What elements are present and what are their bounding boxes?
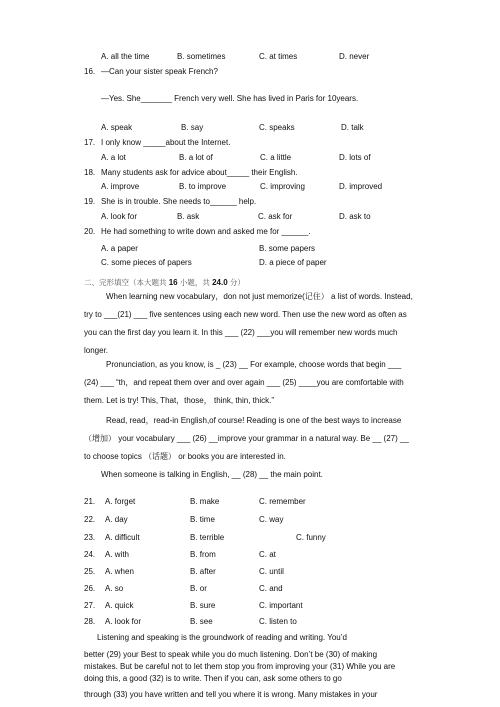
q19-option-d: D. ask to <box>339 212 371 221</box>
passage-paragraph-2 <box>84 356 414 410</box>
passage2-line-3: mistakes. But be careful not to let them stop you from improving your (31) While you are <box>84 662 396 671</box>
cloze-28-option-b: B. see <box>190 617 213 626</box>
q19-number: 19. <box>84 197 96 206</box>
q17-option-c: C. a little <box>260 153 292 162</box>
cloze-22-number: 22. <box>84 515 96 524</box>
q20-option-c: C. some pieces of papers <box>101 258 192 267</box>
q16-option-a: A. speak <box>101 123 133 132</box>
passage2-line-1: Listening and speaking is the groundwork of reading and writing. You’d <box>97 633 347 642</box>
section-heading-suffix: 分） <box>229 278 245 287</box>
cloze-26-option-c: C. and <box>259 584 283 593</box>
passage-paragraph-3 <box>84 412 414 466</box>
q16-line1: —Can your sister speak French? <box>101 67 218 76</box>
passage-paragraph-2-text: Pronunciation, as you know, is _ (23) __ For example, choose words that begin ___ (24) ___ “th，and repeat them over and over again ___ (25) ____you are comfortable with them. Let is try! This, That，those， think, thin, thick.” <box>84 360 404 405</box>
q18-option-a: A. improve <box>101 182 140 191</box>
q16-line2: —Yes. She_______ French very well. She has lived in Paris for 10years. <box>101 94 359 103</box>
cloze-28-option-a: A. look for <box>105 617 142 626</box>
passage-paragraph-1 <box>84 288 414 360</box>
q18-option-b: B. to improve <box>179 182 227 191</box>
passage2-line-2: better (29) your Best to speak while you do much listening. Don’t be (30) of making <box>84 650 378 659</box>
section-heading-mid: 小题，共 <box>179 278 210 287</box>
cloze-22-option-c: C. way <box>259 515 284 524</box>
q20-option-d: D. a piece of paper <box>259 258 327 267</box>
cloze-25-option-a: A. when <box>105 567 134 576</box>
q19-text: She is in trouble. She needs to______ help. <box>101 197 257 206</box>
cloze-27-option-c: C. important <box>259 601 303 610</box>
section-score: 24.0 <box>212 278 228 287</box>
q18-option-c: C. improving <box>260 182 305 191</box>
q16-option-d: D. talk <box>341 123 364 132</box>
q16-number: 16. <box>84 67 96 76</box>
q20-option-b: B. some papers <box>259 244 316 253</box>
passage-paragraph-3-text: Read, read，read-in English,of course! Reading is one of the best ways to increase （增加） your vocabulary ___ (26) __improve your grammar in a natural way. Be __ (27) __ to choose topics （话题） or books you are interested in. <box>84 416 409 461</box>
q15-option-d: D. never <box>339 52 370 61</box>
passage-paragraph-4: When someone is talking in English, __ (28) __ the main point. <box>101 470 323 479</box>
cloze-24-number: 24. <box>84 550 96 559</box>
q15-option-b: B. sometimes <box>177 52 226 61</box>
q17-option-a: A. a lot <box>101 153 126 162</box>
q17-option-b: B. a lot of <box>179 153 213 162</box>
q18-option-d: D. improved <box>339 182 383 191</box>
cloze-23-option-a: A. difficult <box>105 533 140 542</box>
q15-option-a: A. all the time <box>101 52 150 61</box>
q18-number: 18. <box>84 168 96 177</box>
cloze-27-option-b: B. sure <box>190 601 216 610</box>
section-heading <box>84 278 245 288</box>
cloze-25-option-b: B. after <box>190 567 216 576</box>
cloze-23-number: 23. <box>84 533 96 542</box>
cloze-25-number: 25. <box>84 567 96 576</box>
cloze-27-option-a: A. quick <box>105 601 134 610</box>
cloze-28-option-c: C. listen to <box>259 617 297 626</box>
cloze-21-number: 21. <box>84 497 96 506</box>
cloze-22-option-a: A. day <box>105 515 128 524</box>
cloze-25-option-c: C. until <box>259 567 284 576</box>
cloze-24-option-a: A. with <box>105 550 130 559</box>
q20-text: He had something to write down and asked me for ______. <box>101 227 311 236</box>
q19-option-c: C. ask for <box>258 212 293 221</box>
section-question-count: 16 <box>168 278 178 287</box>
cloze-22-option-b: B. time <box>190 515 215 524</box>
cloze-28-number: 28. <box>84 617 96 626</box>
q16-option-c: C. speaks <box>259 123 295 132</box>
section-heading-prefix: 二、完形填空（本大题共 <box>84 278 167 287</box>
q16-option-b: B. say <box>181 123 204 132</box>
q18-text: Many students ask for advice about_____ their English. <box>101 168 298 177</box>
cloze-26-option-b: B. or <box>190 584 207 593</box>
q19-option-a: A. look for <box>101 212 138 221</box>
cloze-23-option-c: C. funny <box>296 533 326 542</box>
cloze-26-option-a: A. so <box>105 584 124 593</box>
q20-option-a: A. a paper <box>101 244 138 253</box>
q19-option-b: B. ask <box>177 212 200 221</box>
cloze-21-option-c: C. remember <box>259 497 306 506</box>
q15-option-c: C. at times <box>259 52 298 61</box>
cloze-27-number: 27. <box>84 601 96 610</box>
cloze-24-option-c: C. at <box>259 550 276 559</box>
q17-option-d: D. lots of <box>339 153 371 162</box>
passage2-line-4: doing this, a good (32) is to write. Then if you can, ask some others to go <box>84 674 342 683</box>
q17-text: I only know _____about the Internet. <box>101 138 231 147</box>
q17-number: 17. <box>84 138 96 147</box>
cloze-23-option-b: B. terrible <box>190 533 225 542</box>
cloze-24-option-b: B. from <box>190 550 216 559</box>
passage-paragraph-1-text: When learning new vocabulary，don not just memorize(记住） a list of words. Instead, try to ___(21) ___ five sentences using each new word. Then use the new word as often as you can the first day you learn it. In this ___ (22) ___you will remember new words much longer. <box>84 292 413 355</box>
cloze-21-option-a: A. forget <box>105 497 136 506</box>
q20-number: 20. <box>84 227 96 236</box>
cloze-26-number: 26. <box>84 584 96 593</box>
cloze-21-option-b: B. make <box>190 497 220 506</box>
passage2-line-5: through (33) you have written and tell you where it is wrong. Many mistakes in your <box>84 690 378 699</box>
